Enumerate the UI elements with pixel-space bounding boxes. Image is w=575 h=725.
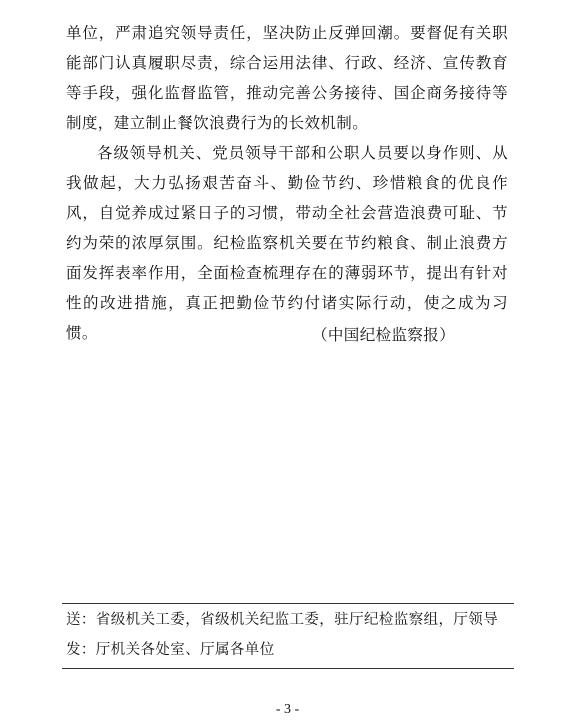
text-line: 单位，严肃追究领导责任，坚决防止反弹回潮。要督促有关职能 <box>66 24 508 72</box>
article-body <box>66 18 508 348</box>
text-line: 做起，大力弘扬艰苦奋斗、勤俭节约、珍惜粮食的优良作风，自 <box>66 174 508 222</box>
text-line: 真正把勤俭节约付诸实际行动，使之成为习惯。 <box>66 294 508 342</box>
page-number: - 3 - <box>275 702 300 717</box>
distribution-list <box>66 605 516 665</box>
paragraph-2 <box>66 138 508 348</box>
text-line: 部门认真履职尽责，综合运用法律、行政、经济、宣传教育等手 <box>66 54 508 102</box>
text-line: 段，强化监督监管，推动完善公务接待、国企商务接待等制度， <box>66 84 508 132</box>
text-line: 觉养成过紧日子的习惯，带动全社会营造浪费可耻、节约为荣的 <box>66 204 508 252</box>
distribution-line-2: 发：厅机关各处室、厅属各单位 <box>66 642 275 658</box>
text-line: 建立制止餐饮浪费行为的长效机制。 <box>113 114 369 132</box>
article-source: （中国纪检监察报） <box>312 326 456 344</box>
paragraph-1 <box>66 18 508 138</box>
distribution-line-1: 送：省级机关工委，省级机关纪监工委，驻厅纪检监察组，厅领导 <box>66 612 499 628</box>
text-line: 各级领导机关、党员领导干部和公职人员要以身作则、从我 <box>66 144 508 192</box>
distribution-top-rule <box>62 603 514 604</box>
distribution-bottom-rule <box>62 668 514 669</box>
text-line: 浓厚氛围。纪检监察机关要在节约粮食、制止浪费方面发挥表率 <box>66 234 508 282</box>
text-line: 作用，全面检查梳理存在的薄弱环节，提出有针对性的改进措施， <box>66 264 508 312</box>
